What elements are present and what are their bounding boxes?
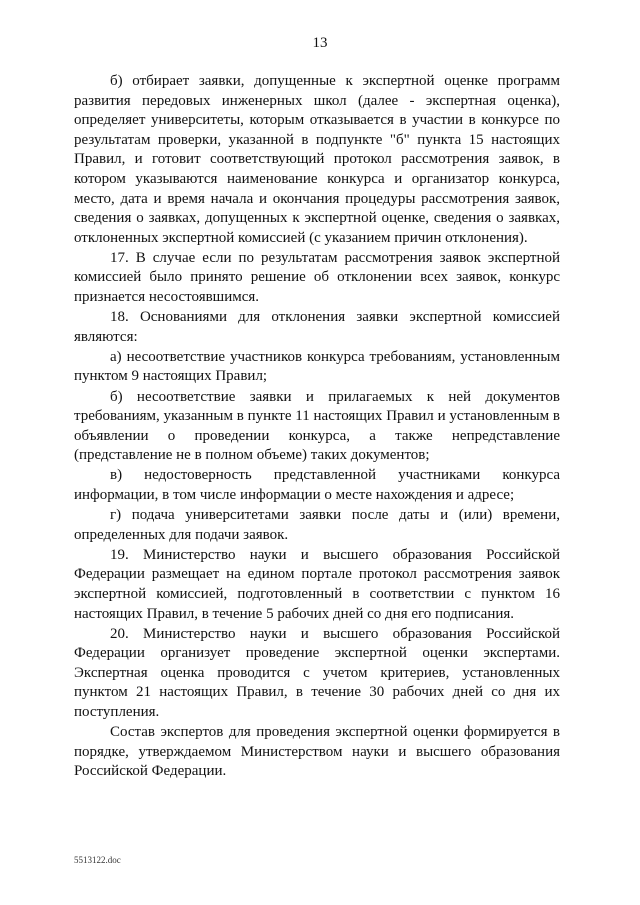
paragraph-18-g: г) подача университетами заявки после даты и (или) времени, определенных для подачи заявок. bbox=[74, 507, 560, 543]
paragraph-18-a: а) несоответствие участников конкурса требованиям, установленным пунктом 9 настоящих Правил; bbox=[74, 348, 560, 385]
document-body bbox=[74, 72, 560, 782]
paragraph-19: 19. Министерство науки и высшего образования Российской Федерации размещает на едином портале протокол рассмотрения заявок экспертной комиссией, подготовленный в соответствии с пунктом 16 настоящих Правил, в течение 5 рабочих дней со дня его подписания. bbox=[74, 546, 560, 622]
paragraph-b-selects-applications: б) отбирает заявки, допущенные к экспертной оценке программ развития передовых инженерных школ (далее - экспертная оценка), определяет университеты, которым отказывается в участии в конкурсе по результатам проверки, указанной в подпункте "б" пункта 15 настоящих Правил, и готовит соответствующий протокол рассмотрения заявок, в котором указываются наименование конкурса и организатор конкурса, место, дата и время начала и окончания процедуры рассмотрения заявок, сведения о заявках, допущенных к экспертной оценке, сведения о заявках, отклоненных экспертной комиссией (с указанием причин отклонения). bbox=[74, 73, 560, 246]
page-number: 13 bbox=[312, 35, 328, 51]
paragraph-18: 18. Основаниями для отклонения заявки экспертной комиссией являются: bbox=[74, 309, 560, 345]
paragraph-18-b: б) несоответствие заявки и прилагаемых к ней документов требованиям, указанным в пункте 11 настоящих Правил и установленным в объявлении о проведении конкурса, а также непредставление (представление не в полном объеме) таких документов; bbox=[74, 388, 560, 464]
paragraph-experts-composition: Состав экспертов для проведения экспертной оценки формируется в порядке, утверждаемом Министерством науки и высшего образования Российской Федерации. bbox=[74, 724, 560, 780]
paragraph-17: 17. В случае если по результатам рассмотрения заявок экспертной комиссией было принято решение об отклонении всех заявок, конкурс признается несостоявшимся. bbox=[74, 249, 560, 306]
document-file-code: 5513122.doc bbox=[74, 855, 121, 865]
paragraph-18-v: в) недостоверность представленной участниками конкурса информации, в том числе информации о месте нахождения и адресе; bbox=[74, 467, 560, 503]
paragraph-20: 20. Министерство науки и высшего образования Российской Федерации организует проведение экспертной оценки экспертами. Экспертная оценка проводится с учетом критериев, установленных пунктом 21 настоящих Правил, в течение 30 рабочих дней со дня их поступления. bbox=[74, 625, 560, 720]
